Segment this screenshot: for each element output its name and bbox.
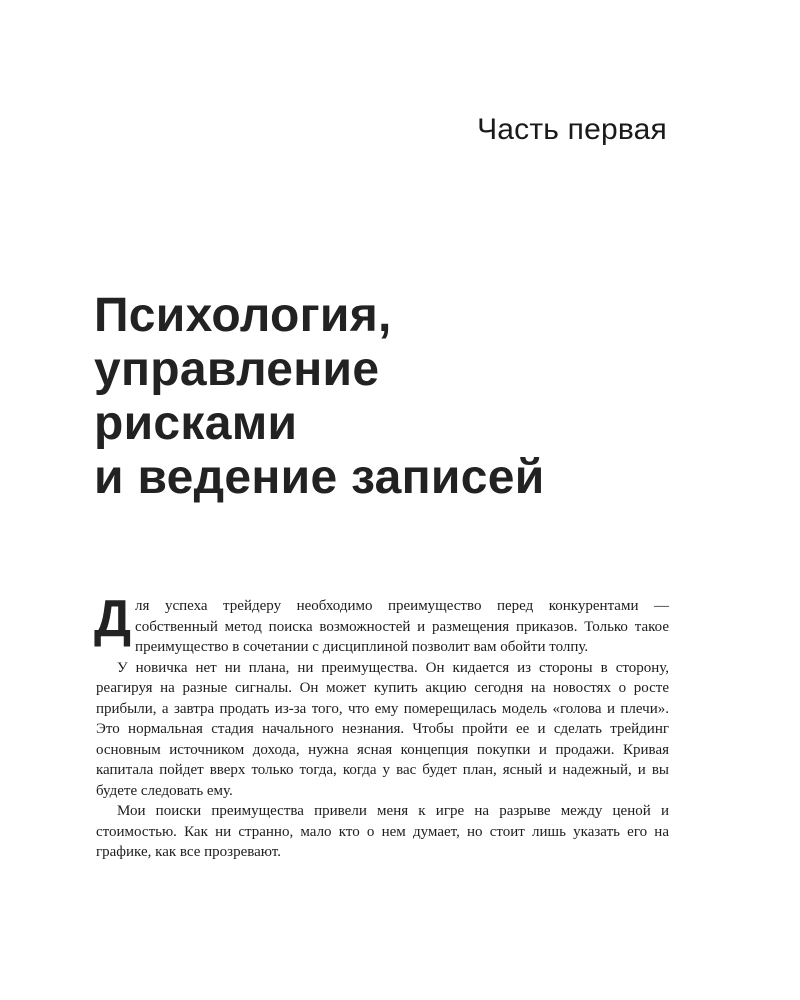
paragraph-2: У новичка нет ни плана, ни преимущества. Он кидается из стороны в сторону, реагируя на разные сигналы. Он может купить акцию сегодня на новостях о росте прибыли, а завтра продать из-за того, что ему померещилась модель «голова и плечи». Это нормальная стадия начального незнания. Чтобы пройти ее и сделать трейдинг основным источником дохода, нужна ясная концепция покупки и продажи. Кривая капитала пойдет вверх только тогда, когда у вас будет план, ясный и надежный, и вы будете следовать ему. [96,659,669,799]
body-text [94,590,669,863]
chapter-title-line: и ведение записей [94,451,545,504]
chapter-title-line: управление [94,343,380,396]
paragraph-1-text: ля успеха трейдеру необходимо преимущество перед конкурентами — собственный метод поиска возможностей и размещения приказов. Только такое преимущество в сочетании с дисциплиной позволит вам обойти толпу. [135,598,669,655]
part-label: Часть первая [477,113,667,146]
chapter-title [94,289,714,505]
paragraph-1 [94,590,669,658]
chapter-title-line: Психология, [94,289,392,342]
paragraph-3: Мои поиски преимущества привели меня к игре на разрыве между ценой и стоимостью. Как ни странно, мало кто о нем думает, но стоит лишь указать его на графике, как все прозревают. [96,803,669,860]
chapter-title-line: рисками [94,397,298,450]
drop-cap: Д [94,590,132,648]
